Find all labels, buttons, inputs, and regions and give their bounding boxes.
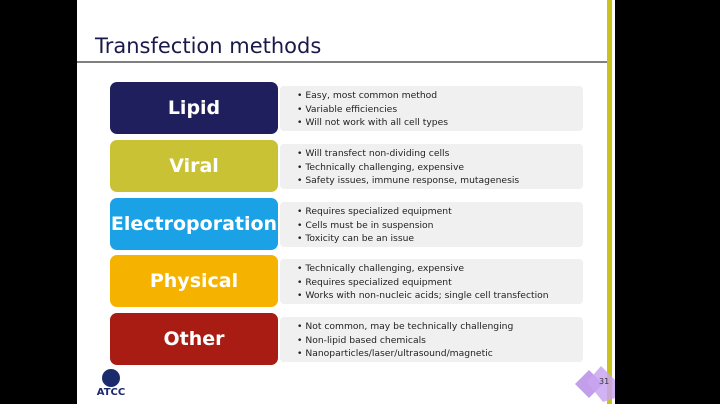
method-details xyxy=(280,259,583,304)
bullet-item: • Requires specialized equipment xyxy=(297,205,583,219)
method-label-box xyxy=(110,140,278,192)
method-label: Lipid xyxy=(167,97,221,119)
method-row-lipid xyxy=(110,82,584,134)
method-label-box xyxy=(110,255,278,307)
method-row-physical xyxy=(110,255,584,307)
method-row-electroporation xyxy=(110,198,584,250)
atcc-logo xyxy=(94,369,128,398)
accent-line xyxy=(607,0,612,404)
method-label: Viral xyxy=(169,155,219,177)
bullet-item: • Toxicity can be an issue xyxy=(297,232,583,246)
method-label: Electroporation xyxy=(110,213,278,235)
atcc-logo-icon xyxy=(102,369,120,387)
bullet-item: • Easy, most common method xyxy=(297,89,583,103)
method-label-box xyxy=(110,198,278,250)
method-row-other xyxy=(110,313,584,365)
method-row-viral xyxy=(110,140,584,192)
bullet-item: • Technically challenging, expensive xyxy=(297,262,583,276)
bullet-item: • Technically challenging, expensive xyxy=(297,161,583,175)
bullet-item: • Variable efficiencies xyxy=(297,103,583,117)
bullet-item: • Non-lipid based chemicals xyxy=(297,334,583,348)
method-details xyxy=(280,86,583,131)
bullet-item: • Nanoparticles/laser/ultrasound/magnetic xyxy=(297,347,583,361)
title-divider xyxy=(77,61,607,63)
method-label-box xyxy=(110,313,278,365)
bullet-item: • Will not work with all cell types xyxy=(297,116,583,130)
page-number: 31 xyxy=(599,377,610,386)
bullet-item: • Requires specialized equipment xyxy=(297,276,583,290)
method-label-box xyxy=(110,82,278,134)
logo-text: ATCC xyxy=(96,387,126,398)
slide-title: Transfection methods xyxy=(95,34,322,58)
method-label: Physical xyxy=(149,270,239,292)
bullet-item: • Not common, may be technically challenging xyxy=(297,320,583,334)
bullet-item: • Works with non-nucleic acids; single cell transfection xyxy=(297,289,583,303)
method-details xyxy=(280,144,583,189)
method-details xyxy=(280,317,583,362)
bullet-item: • Safety issues, immune response, mutagenesis xyxy=(297,174,583,188)
method-label: Other xyxy=(163,328,225,350)
bullet-item: • Will transfect non-dividing cells xyxy=(297,147,583,161)
bullet-item: • Cells must be in suspension xyxy=(297,219,583,233)
method-details xyxy=(280,202,583,247)
